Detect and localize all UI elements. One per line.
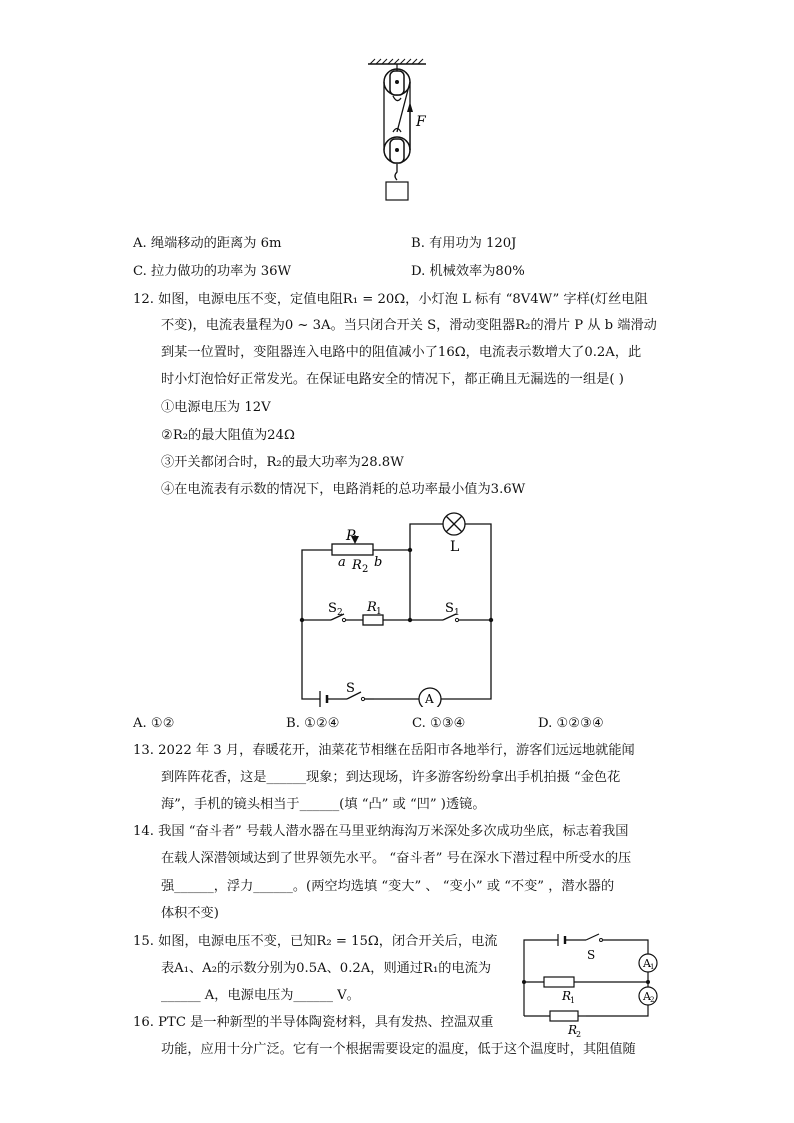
switch-s-label: S (587, 948, 596, 962)
ammeter-a2-label: A (643, 990, 651, 1003)
r2-subscript: 2 (362, 564, 369, 575)
q12-option-b[interactable]: B. ①②④ (286, 716, 340, 731)
r2-label: R (352, 558, 362, 573)
r1-subscript: 1 (570, 996, 576, 1005)
ammeter-a2-subscript: 2 (650, 996, 655, 1004)
end-b-label: b (374, 555, 383, 570)
q12-line-3: 到某一位置时，变阻器连入电路中的阻值减小了16Ω，电流表示数增大了0.2A，此 (161, 345, 642, 360)
lamp-label: L (450, 539, 460, 555)
switch-s-label: S (346, 681, 355, 696)
q12-line-1: 12. 如图，电源电压不变，定值电阻R₁ = 20Ω，小灯泡 L 标有 “8V4W” 字样(灯丝电阻 (133, 292, 648, 307)
q15-circuit-diagram (516, 932, 666, 1042)
q16-line-1: 16. PTC 是一种新型的半导体陶瓷材料，具有发热、控温双重 (133, 1015, 494, 1030)
switch-s1-label: S (445, 601, 454, 616)
pulley-option-b[interactable]: B. 有用功为 120J (411, 236, 517, 251)
ammeter-a1-subscript: 1 (650, 963, 655, 971)
force-label: F (416, 114, 426, 130)
r2-subscript: 2 (576, 1030, 582, 1039)
r2-label: R (568, 1023, 578, 1037)
r1-label: R (367, 600, 377, 615)
switch-s2-subscript: 2 (337, 608, 343, 618)
q14-line-4: 体积不变) (161, 906, 219, 921)
q12-option-d[interactable]: D. ①②③④ (538, 716, 604, 731)
q12-statement-1: ①电源电压为 12V (161, 400, 271, 415)
ammeter-label: A (425, 692, 434, 706)
q15-line-1: 15. 如图，电源电压不变，已知R₂ = 15Ω，闭合开关后，电流 (133, 934, 498, 949)
q12-statement-4: ④在电流表有示数的情况下，电路消耗的总功率最小值为3.6W (161, 482, 526, 497)
q14-line-1: 14. 我国 “奋斗者” 号载人潜水器在马里亚纳海沟万米深处多次成功坐底，标志着我国 (133, 824, 629, 839)
slider-p-label: P (346, 528, 356, 544)
q15-line-3: ______ A，电源电压为______ V。 (161, 988, 360, 1003)
q12-circuit-diagram (292, 507, 502, 707)
q13-line-1: 13. 2022 年 3 月，春暖花开，油菜花节相继在岳阳市各地举行，游客们远远地就能闻 (133, 743, 635, 758)
q13-line-2: 到阵阵花香，这是______现象；到达现场，许多游客纷纷拿出手机拍摄 “金色花 (161, 770, 621, 785)
pulley-figure (360, 58, 440, 210)
q12-option-a[interactable]: A. ①② (133, 716, 175, 731)
r1-subscript: 1 (376, 607, 382, 617)
pulley-option-a[interactable]: A. 绳端移动的距离为 6m (133, 236, 282, 251)
switch-s2-label: S (328, 601, 337, 616)
q12-option-c[interactable]: C. ①③④ (412, 716, 466, 731)
pulley-option-d[interactable]: D. 机械效率为80% (411, 264, 525, 279)
q12-line-2: 不变)，电流表量程为0 ~ 3A。当只闭合开关 S，滑动变阻器R₂的滑片 P 从 b 端滑动 (161, 318, 657, 333)
pulley-option-c[interactable]: C. 拉力做功的功率为 36W (133, 264, 292, 279)
q12-line-4: 时小灯泡恰好正常发光。在保证电路安全的情况下，都正确且无漏选的一组是( ) (161, 372, 624, 387)
q13-line-3: 海”，手机的镜头相当于______(填 “凸” 或 “凹” )透镜。 (161, 797, 486, 812)
ammeter-a1-label: A (643, 957, 651, 970)
q14-line-3: 强______，浮力______。(两空均选填 “变大” 、 “变小” 或 “不变” ，潜水器的 (161, 879, 615, 894)
q15-line-2: 表A₁、A₂的示数分别为0.5A、0.2A，则通过R₁的电流为 (161, 961, 492, 976)
r1-label: R (562, 989, 572, 1003)
q12-statement-3: ③开关都闭合时，R₂的最大功率为28.8W (161, 455, 404, 470)
q14-line-2: 在载人深潜领域达到了世界领先水平。 “奋斗者” 号在深水下潜过程中所受水的压 (161, 851, 632, 866)
q12-statement-2: ②R₂的最大阻值为24Ω (161, 428, 295, 443)
q16-line-2: 功能，应用十分广泛。它有一个根据需要设定的温度，低于这个温度时，其阻值随 (161, 1042, 636, 1057)
switch-s1-subscript: 1 (454, 608, 460, 618)
end-a-label: a (338, 555, 346, 570)
